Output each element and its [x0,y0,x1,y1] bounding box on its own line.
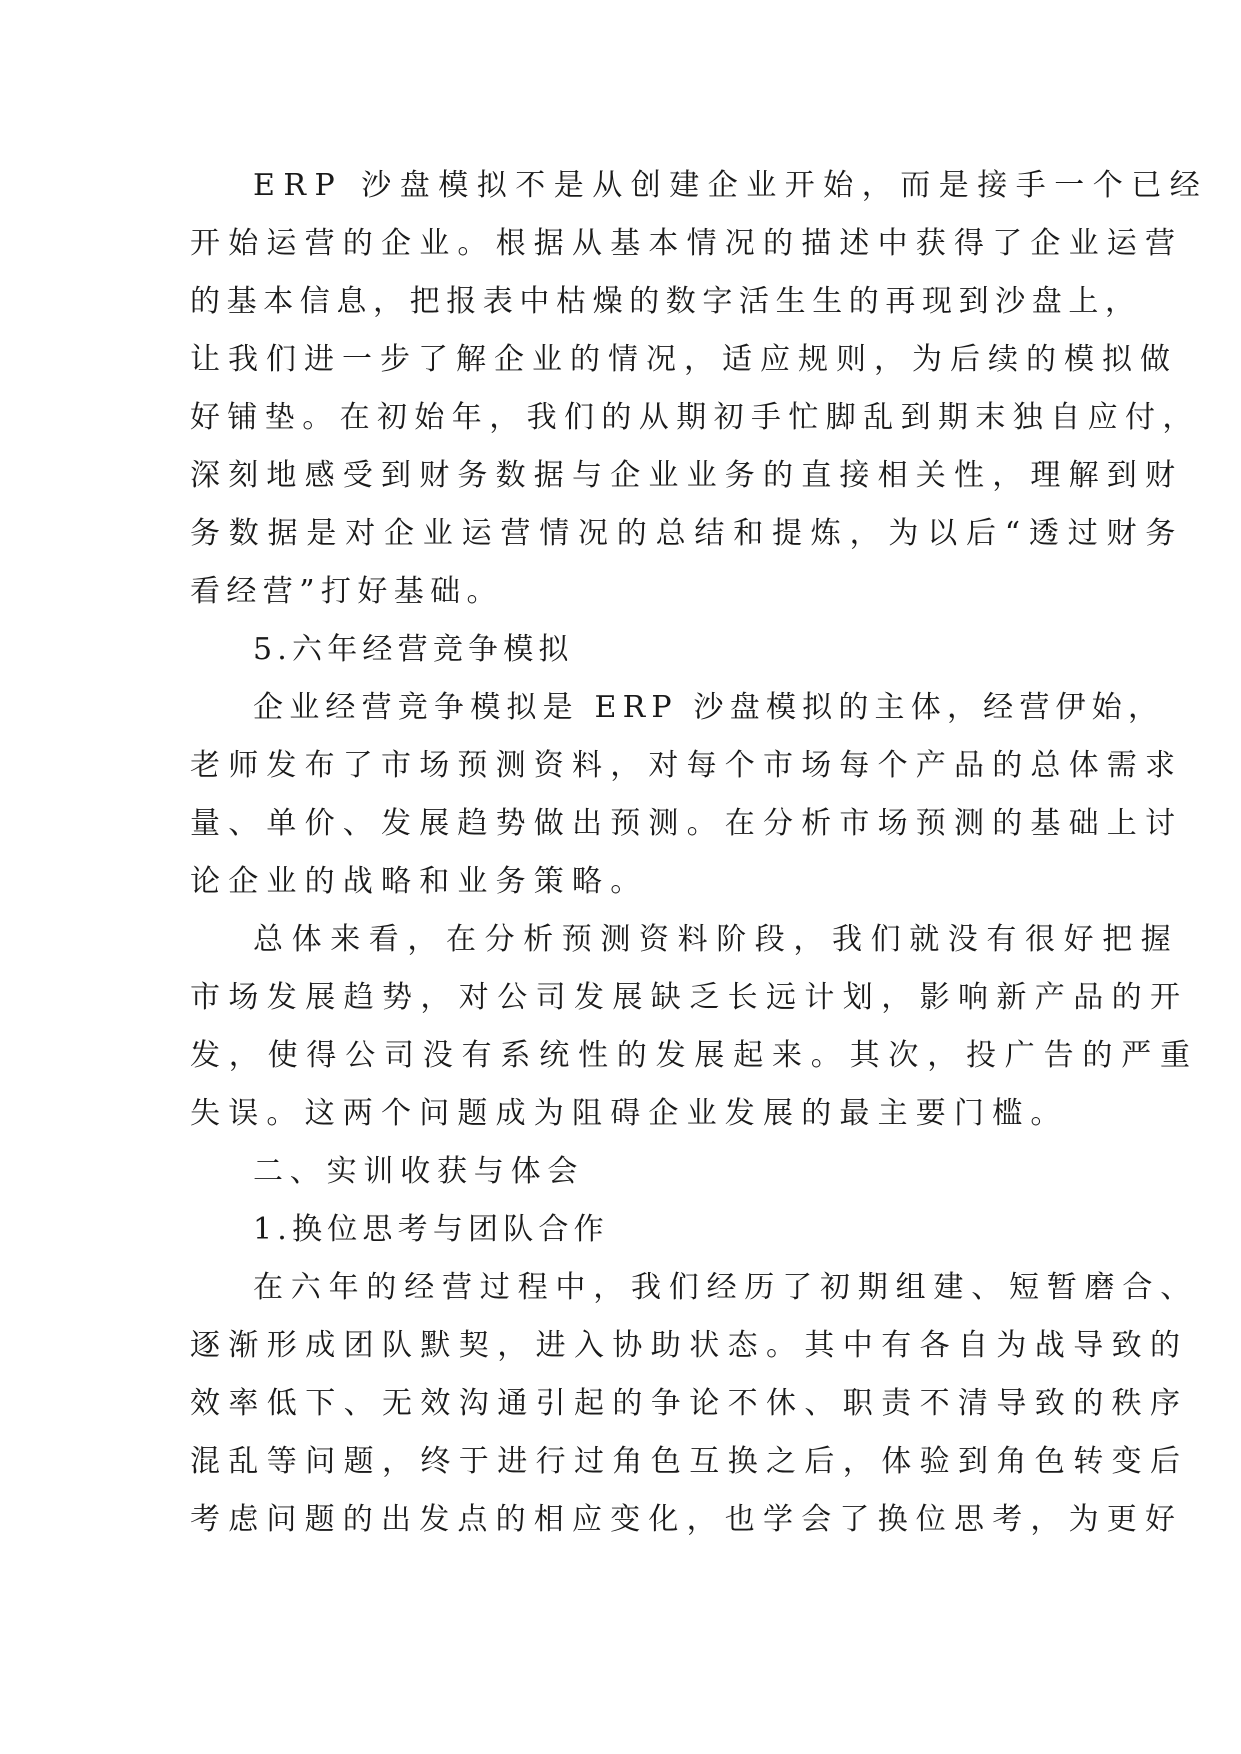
paragraph-line: 深刻地感受到财务数据与企业业务的直接相关性，理解到财 [190,458,1184,493]
paragraph-line: 开始运营的企业。根据从基本情况的描述中获得了企业运营 [190,226,1184,261]
paragraph-line: 考虑问题的出发点的相应变化，也学会了换位思考，为更好 [190,1502,1184,1537]
paragraph-line: ERP 沙盘模拟不是从创建企业开始，而是接手一个已经 [253,168,1209,203]
paragraph-line: 失误。这两个问题成为阻碍企业发展的最主要门槛。 [190,1096,1069,1131]
paragraph-line: 效率低下、无效沟通引起的争论不休、职责不清导致的秩序 [190,1386,1189,1421]
paragraph-line: 混乱等问题，终于进行过角色互换之后，体验到角色转变后 [190,1444,1189,1479]
paragraph-line: 论企业的战略和业务策略。 [190,864,649,899]
paragraph-line: 逐渐形成团队默契，进入协助状态。其中有各自为战导致的 [190,1328,1189,1363]
subsection-heading: 1.换位思考与团队合作 [253,1212,609,1247]
paragraph-line: 市场发展趋势，对公司发展缺乏长远计划，影响新产品的开 [190,980,1189,1015]
paragraph-line: 看经营”打好基础。 [190,574,503,609]
paragraph-line: 让我们进一步了解企业的情况，适应规则，为后续的模拟做 [190,342,1178,377]
paragraph-line: 老师发布了市场预测资料，对每个市场每个产品的总体需求 [190,748,1184,783]
section-heading: 5.六年经营竞争模拟 [253,632,574,667]
section-heading: 二、实训收获与体会 [253,1154,585,1189]
paragraph-line: 总体来看，在分析预测资料阶段，我们就没有很好把握 [253,922,1180,957]
paragraph-line: 务数据是对企业运营情况的总结和提炼，为以后“透过财务 [190,516,1185,551]
paragraph-line: 在六年的经营过程中，我们经历了初期组建、短暂磨合、 [253,1270,1198,1305]
paragraph-line: 的基本信息，把报表中枯燥的数字活生生的再现到沙盘上， [190,284,1142,319]
paragraph-line: 好铺垫。在初始年，我们的从期初手忙脚乱到期末独自应付， [190,400,1200,435]
paragraph-line: 量、单价、发展趋势做出预测。在分析市场预测的基础上讨 [190,806,1184,841]
paragraph-line: 企业经营竞争模拟是 ERP 沙盘模拟的主体，经营伊始， [253,690,1165,725]
paragraph-line: 发，使得公司没有系统性的发展起来。其次，投广告的严重 [190,1038,1199,1073]
